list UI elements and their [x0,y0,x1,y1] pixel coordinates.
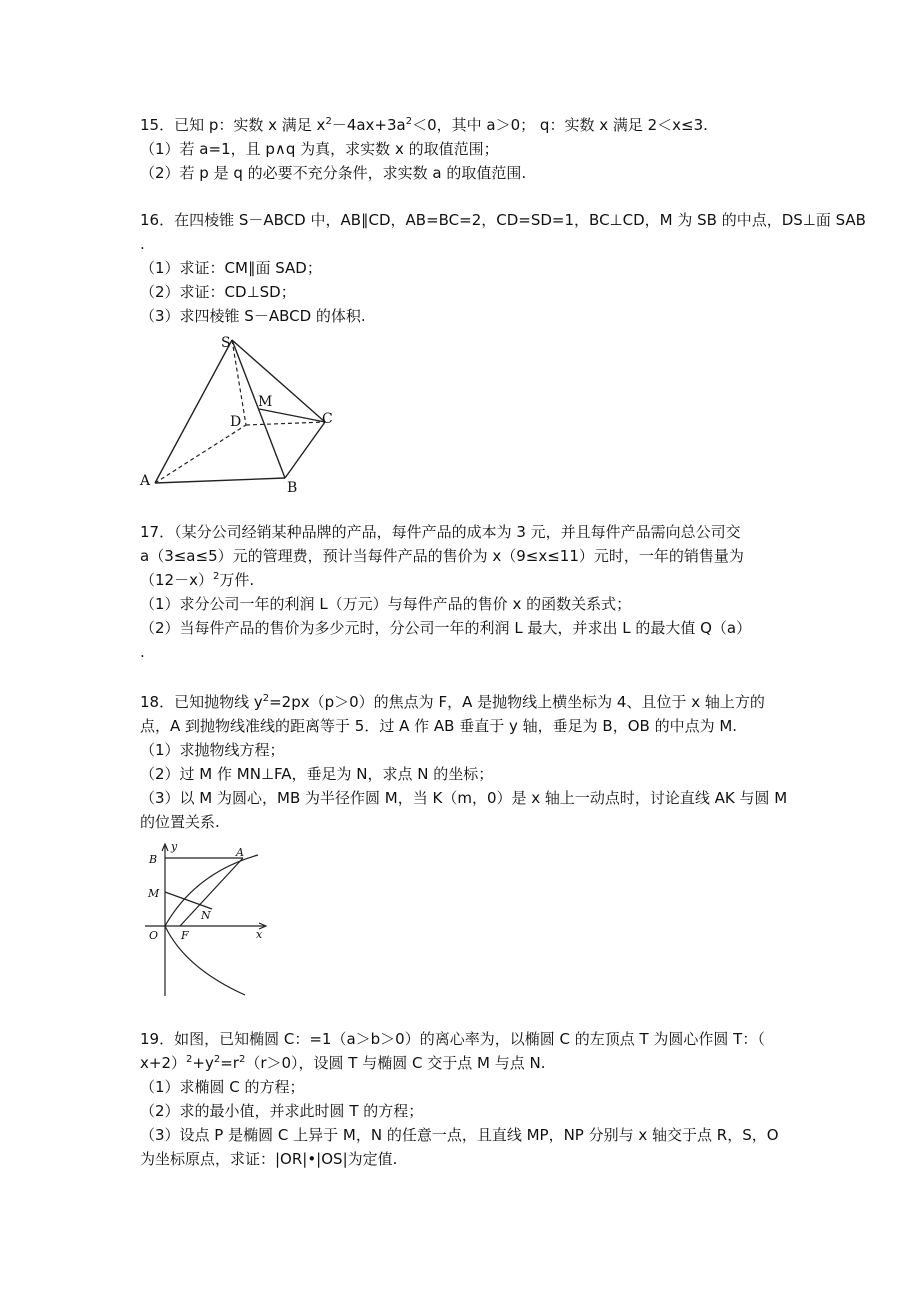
problem-17 [140,520,790,664]
segment-af [180,858,243,926]
label-d: D [230,414,242,430]
label-f: F [181,929,189,942]
label-x: x [256,928,263,941]
problem-16-question-3: （3）求四棱锥 S－ABCD 的体积. [140,307,366,325]
label-y: y [171,840,178,853]
problem-18-question-3-cont: 的位置关系. [140,813,220,831]
problem-19-stem: 19．如图，已知椭圆 C：=1（a＞b＞0）的离心率为，以椭圆 C 的左顶点 T 为圆心作圆 T：（ [140,1030,765,1048]
label-a: A [236,846,244,859]
problem-17-question-2: （2）当每件产品的售价为多少元时，分公司一年的利润 L 最大，并求出 L 的最大值 Q（a） [140,619,752,637]
problem-17-stem: 17．（某分公司经销某种品牌的产品，每件产品的成本为 3 元，并且每件产品需向总公司交 [140,523,741,541]
problem-18-question-3: （3）以 M 为圆心，MB 为半径作圆 M，当 K（m，0）是 x 轴上一动点时，讨论直线 AK 与圆 M [140,789,788,807]
edge-mc [259,409,325,422]
edge-sd-hidden [232,340,246,425]
problem-18-question-2: （2）过 M 作 MN⊥FA，垂足为 N，求点 N 的坐标； [140,765,494,783]
parabola-curve [165,855,258,995]
label-b: B [287,480,298,495]
label-b: B [149,853,158,866]
problem-19-question-2: （2）求的最小值，并求此时圆 T 的方程； [140,1102,424,1120]
edge-dc-hidden [246,422,325,425]
problem-18-stem: 18．已知抛物线 $y^2=2px(p>0)$的焦点为 F，A 是抛物线上横坐标为 4、且位于 x 轴上方的 [140,693,765,711]
problem-15-question-2: （2）若 p 是 q 的必要不充分条件，求实数 a 的取值范围. [140,164,527,182]
label-o: O [149,929,159,942]
problem-15 [140,113,790,185]
problem-19-stem-cont: $x+2)^2+y^2=r^2(r>0)$，设圆 T 与椭圆 C 交于点 M 与点 N. [140,1054,546,1072]
problem-16-stem-cont: . [140,235,145,253]
problem-16-question-1: （1）求证：CM∥面 SAD； [140,259,322,277]
problem-19-question-3: （3）设点 P 是椭圆 C 上异于 M，N 的任意一点，且直线 MP，NP 分别与 x 轴交于点 R，S，O [140,1126,779,1144]
problem-18 [140,690,790,834]
edge-sc [232,340,325,422]
problem-15-question-1: （1）若 a=1，且 p∧q 为真，求实数 x 的取值范围； [140,140,499,158]
problem-17-stem-cont: a（3≤a≤5）元的管理费，预计当每件产品的售价为 x（9≤x≤11）元时，一年的销售量为 [140,547,744,565]
problem-17-question-1: （1）求分公司一年的利润 L（万元）与每件产品的售价 x 的函数关系式； [140,595,632,613]
label-a: A [140,473,151,489]
pyramid-figure [135,330,345,495]
problem-19-question-3-cont: 为坐标原点，求证：|OR|•|OS|为定值. [140,1150,398,1168]
problem-15-stem: 15．已知 p：实数 x 满足 $x^2-4ax+3a^2<0$，其中 a＞0； q：实数 x 满足 2＜x≤3. [140,116,708,134]
label-m: M [258,394,273,410]
problem-18-stem-cont: 点，A 到抛物线准线的距离等于 5．过 A 作 AB 垂直于 y 轴，垂足为 B，OB 的中点为 M. [140,717,738,735]
edge-bc [285,422,325,478]
problem-16-question-2: （2）求证：CD⊥SD； [140,283,296,301]
problem-16 [140,208,866,328]
label-c: C [322,411,333,427]
parabola-figure [140,838,275,1000]
edge-ad-hidden [155,425,246,483]
label-s: S [221,335,231,351]
problem-17-question-2-cont: . [140,643,145,661]
label-m: M [148,887,160,900]
label-n: N [201,909,211,922]
problem-16-stem: 16．在四棱锥 S－ABCD 中，AB∥CD，AB=BC=2，CD=SD=1，BC⊥CD，M 为 SB 的中点，DS⊥面 SAB [140,211,866,229]
edge-sa [155,340,232,483]
problem-19-question-1: （1）求椭圆 C 的方程； [140,1078,305,1096]
problem-19 [140,1027,790,1171]
edge-ab [155,478,285,483]
problem-17-stem-cont-2: $(12-x)^2$万件. [140,571,255,589]
problem-18-question-1: （1）求抛物线方程； [140,741,285,759]
